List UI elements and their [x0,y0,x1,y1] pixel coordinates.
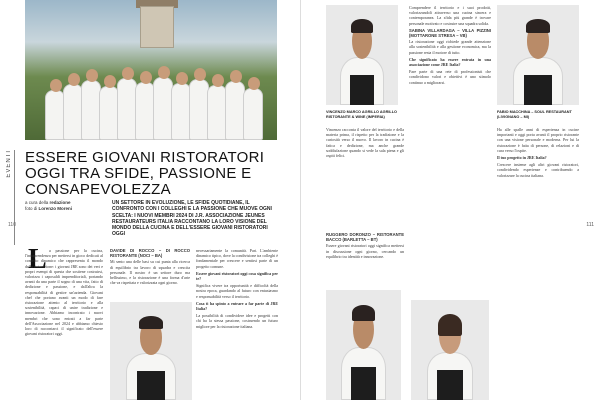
body-paragraph: a passione per la cucina, l'intraprendenza per mettersi in gioco dedicati al contesto dinamico che rappresenta il mondo della ristorazione: i giovani JRE sono dei veri e propri esempi di questa che sostiene costruirsi, valorizza i caposaldi imprenditoriali, portando avanti da una parte il sogno di una vita, fatto di dedizione e passione, e dall'altra la responsabilità di gestire un'azienda. Giovani chef che portano avanti un modo di fare ristorazione attento al territorio e alla sostenibilità, capaci di unire tradizione e innovazione. Abbiamo incontrato i nuovi membri che sono entrati a far parte dell'Associazione nel 2024 e abbiamo chiesto loro di raccontarci il significato dell'essere giovani ristoratori oggi. [25,248,103,337]
body-column-1 [25,244,103,398]
chef-figure [117,78,137,140]
body-column-3 [196,248,278,398]
chef-figure [171,83,191,140]
castle-tower [140,6,174,48]
body-column-4b [326,232,404,268]
body-paragraph: Ha alle spalle anni di esperienza in cucine importanti e oggi porta avanti il proprio ristorante con una visione personale e moderna. Per lui la ristorazione è fatta di persone, di relazioni e di cura verso l'ospite. [497,127,579,153]
chef-portrait [411,300,489,400]
question: Che significato ha essere entrata in una associazione come JRE Italia? [409,56,491,68]
answer: Crescere insieme agli altri giovani ristoratori, condividendo esperienze e contribuendo a valorizzare la cucina italiana. [497,162,579,178]
side-rule [14,150,15,245]
body-paragraph: Essere giovani ristoratori oggi significa mettersi in discussione ogni giorno, cercando un equilibrio tra identità e innovazione. [326,243,404,259]
drop-cap: L [28,244,47,275]
chef-figure [135,82,155,140]
answer: Fare parte di una rete di professionisti che condividono valori e obiettivi è uno stimolo continuo a migliorarsi. [409,69,491,85]
chef-portrait [110,302,192,400]
byline-curator-prefix: a cura della [25,200,50,205]
answer: La possibilità di condividere idee e progetti con chi ha la stessa passione, costruendo un futuro migliore per la ristorazione italiana. [196,313,278,329]
question: Cosa ti ha spinto a entrare a far parte di JRE Italia? [196,300,278,312]
question: Il tuo progetto in JRE Italia? [497,155,547,161]
chef-name: DAVIDE DI ROCCO – DI ROCCO RISTORANTE (NOCI – BA) [110,248,190,259]
body-column-4 [326,127,404,227]
chef-portrait [326,5,398,105]
body-column-5 [409,5,491,295]
body-paragraph: Mi sento una delle basi su cui punta alla ricerca di equilibrio tra lavoro di squadra e crescita personale. Il nostro è un settore duro ma bellissimo, e la ristorazione è una forma d'arte che va rispettata e valorizzata ogni giorno. [110,259,190,286]
chef-group [25,62,277,140]
photo-caption: FABIO MACCHINA – SOUL RESTAURANT (LIVIGNANO – MI) [497,110,572,119]
body-paragraph: Vincenzo racconta il valore del territorio e della materia prima, il rispetto per la tradizione e la curiosità verso il nuovo. Il lavoro in cucina è fatica e dedizione, ma anche grande soddisfazione quando si vede la sala piena e gli ospiti felici. [326,127,404,159]
byline-photo-prefix: foto di [25,206,39,211]
chef-figure [243,88,263,140]
byline-curator: redazione [49,200,71,205]
page-number-left: 110 [8,222,16,228]
photo-caption: VINCENZO MARCO AGRILLO AGRILLO RISTORANTE & WINE (IMPERIA) [326,110,398,119]
chef-figure [207,85,227,140]
chef-figure [45,90,65,140]
chef-figure [63,84,83,140]
article-headline: ESSERE GIOVANI RISTORATORI OGGI TRA SFIDE, PASSIONE E CONSAPEVOLEZZA [25,149,265,198]
section-label: EVENTI [6,150,12,178]
body-column-2 [110,248,190,298]
answer: Significa vivere tra opportunità e difficoltà della nostra epoca, guardando al futuro con entusiasmo e responsabilità verso il territorio. [196,283,278,299]
page-number-right: 111 [586,222,594,228]
body-paragraph: Comprendere il territorio e i suoi prodotti, valorizzandoli attraverso una cucina sincera e contemporanea. La sfida più grande è trovare personale motivato e costruire una squadra solida. [409,5,491,26]
body-paragraph: La ristorazione oggi richiede grande attenzione alla sostenibilità e alla gestione economica, ma la passione resta il motore di tutto. [409,39,491,55]
chef-portrait [326,290,401,400]
chef-name: RUGGERO DORONZO – RISTORANTE BACCO (BARLETTA – BT) [326,232,404,243]
article-intro: UN SETTORE IN EVOLUZIONE, LE SFIDE QUOTIDIANE, IL CONFRONTO CON I COLLEGHI E LA PASSIONE CHE MUOVE OGNI SCELTA: I NUOVI MEMBRI 2024 DI J.R. ASSOCIAZIONE JEUNES RESTAURATEURS ITALIA RACCONTANO LA LORO VISIONE DEL MONDO DELLA CUCINA E DELL'ESSERE GIOVANI RISTORATORI OGGI [112,200,272,238]
right-page [300,0,600,400]
chef-portrait [497,5,579,105]
chef-figure [153,77,173,140]
byline-photographer: Lorenzo Moreni [38,206,73,211]
chef-figure [99,86,119,140]
body-column-6 [497,127,579,397]
body-paragraph: necessariamente la comunità. Pari. L'ambiente dinamico tipico, dove la condivisione tra colleghi è fondamentale per crescere e sentirsi parte di un progetto comune. [196,248,278,269]
question: Essere giovani ristoratori oggi cosa significa per te? [196,270,278,282]
chef-figure [81,80,101,140]
chef-name: SABINA VILLARDAGA – VILLA PIZZINI (MOTTARONE STRESA – VB) [409,27,491,39]
group-photo [25,0,277,140]
byline [25,200,110,212]
chef-figure [225,81,245,140]
chef-figure [189,79,209,140]
